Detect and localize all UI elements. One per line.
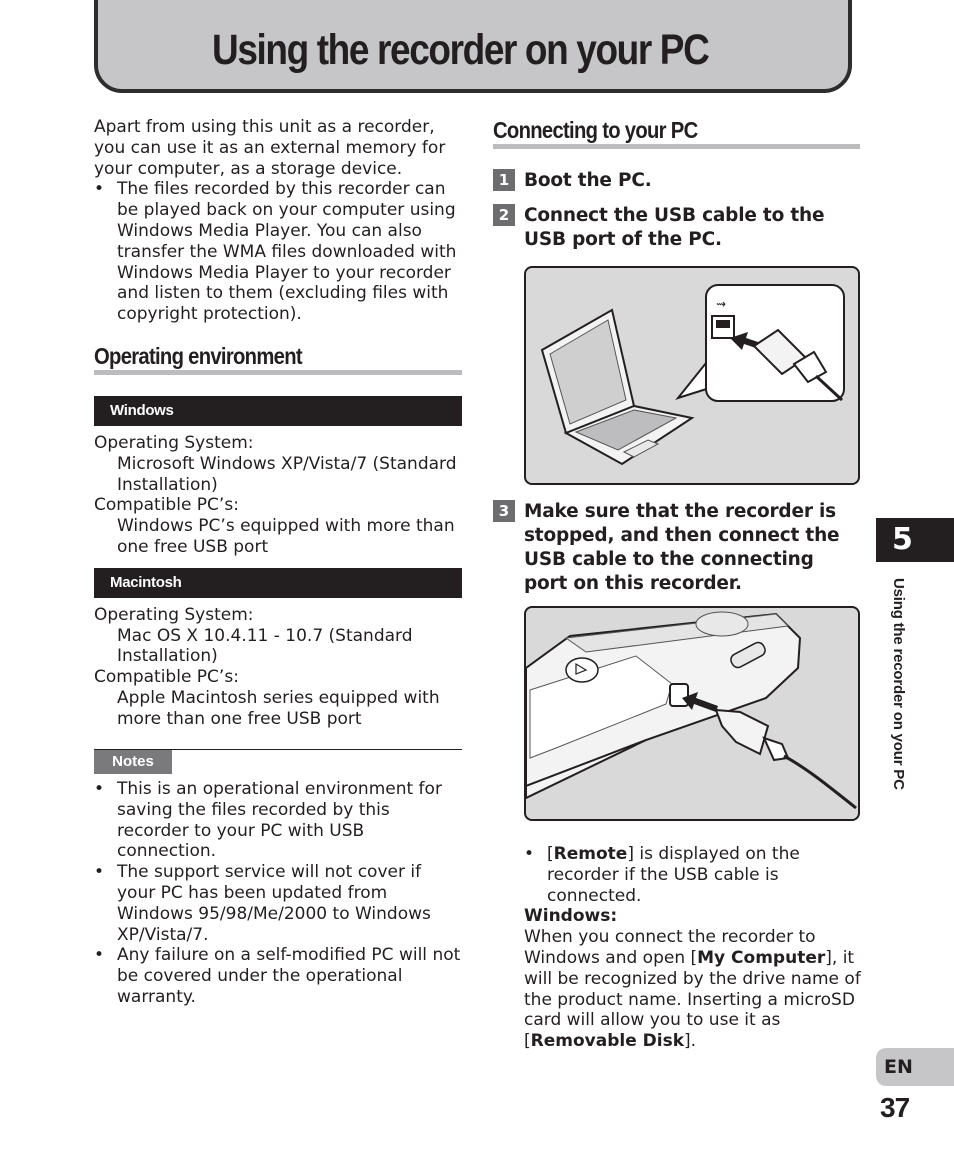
intro-paragraph: Apart from using this unit as a recorder, you can use it as an external memory for your computer, as a storage device. <box>94 117 446 179</box>
step-text: Make sure that the recorder is stopped, and then connect the USB cable to the connecting port on this recorder. <box>524 501 840 594</box>
left-column <box>94 117 462 730</box>
step-text: Connect the USB cable to the USB port of the PC. <box>524 205 825 250</box>
mac-os-value: Mac OS X 10.4.11 - 10.7 (Standard Installation) <box>117 625 413 667</box>
recorder-usb-icon <box>526 608 858 819</box>
connecting-header <box>493 117 860 149</box>
mac-pc-label: Compatible PC’s: <box>94 667 239 688</box>
svg-text:⇝: ⇝ <box>716 297 727 311</box>
note-item: • This is an operational environment for saving the files recorded by this recorder to your PC with USB connection. <box>94 779 462 862</box>
laptop-usb-icon <box>526 268 858 483</box>
windows-text-2: ], it will be recognized by the drive name of the product name. Inserting a microSD card will allow you to use it as [ <box>524 947 861 1052</box>
windows-os-value: Microsoft Windows XP/Vista/7 (Standard Installation) <box>117 453 457 495</box>
step-3 <box>493 500 859 596</box>
windows-pc-label: Compatible PC’s: <box>94 495 239 516</box>
remote-bracket-open: [ <box>547 844 554 864</box>
windows-text-3: ]. <box>684 1031 697 1052</box>
remote-text: ] is displayed on the recorder if the USB cable is connected. <box>547 844 800 906</box>
heading-rule <box>493 144 860 149</box>
macintosh-bar: Macintosh <box>94 568 462 598</box>
page-number: 37 <box>880 1092 910 1123</box>
connecting-heading: Connecting to your PC <box>493 117 698 143</box>
step-number: 2 <box>493 204 515 226</box>
remote-bullet <box>524 844 864 906</box>
step-number: 3 <box>493 500 515 522</box>
remote-keyword: Remote <box>553 844 628 864</box>
intro-bullet: • The files recorded by this recorder can be played back on your computer using Windows Media Player. You can also transfer the WMA files downloaded with Windows Media Player to your recorder and listen to them (excluding files with copyright protection). <box>94 179 462 325</box>
windows-text-1: When you connect the recorder to Windows and open [ <box>524 927 816 968</box>
running-title: Using the recorder on your PC <box>890 578 907 790</box>
mac-os-label: Operating System: <box>94 604 254 625</box>
my-computer-keyword: My Computer <box>697 947 826 968</box>
notes-list <box>94 779 462 1008</box>
step-number: 1 <box>493 169 515 191</box>
note-item: • Any failure on a self-modified PC will not be covered under the operational warranty. <box>94 945 462 1007</box>
usb-remote-notes <box>524 844 864 1052</box>
step-text: Boot the PC. <box>524 170 652 191</box>
windows-label: Windows: <box>524 906 618 927</box>
recorder-usb-illustration <box>524 606 860 821</box>
removable-disk-keyword: Removable Disk <box>530 1031 685 1052</box>
windows-bar: Windows <box>94 396 462 426</box>
windows-paragraph <box>524 927 864 1052</box>
language-tab: EN <box>876 1048 954 1086</box>
operating-environment-heading: Operating environment <box>94 342 302 369</box>
chapter-tab: 5 <box>876 518 954 562</box>
page-title: Using the recorder on your PC <box>212 26 709 74</box>
step-1 <box>493 169 859 193</box>
mac-pc-value: Apple Macintosh series equipped with more than one free USB port <box>117 687 440 729</box>
laptop-usb-illustration <box>524 266 860 485</box>
step-2 <box>493 204 859 252</box>
windows-os-label: Operating System: <box>94 432 254 453</box>
windows-subheading <box>524 906 864 927</box>
notes-label: Notes <box>94 750 172 774</box>
windows-pc-value: Windows PC’s equipped with more than one free USB port <box>117 516 455 557</box>
note-item: • The support service will not cover if your PC has been updated from Windows 95/98/Me/2000 to Windows XP/Vista/7. <box>94 862 462 945</box>
